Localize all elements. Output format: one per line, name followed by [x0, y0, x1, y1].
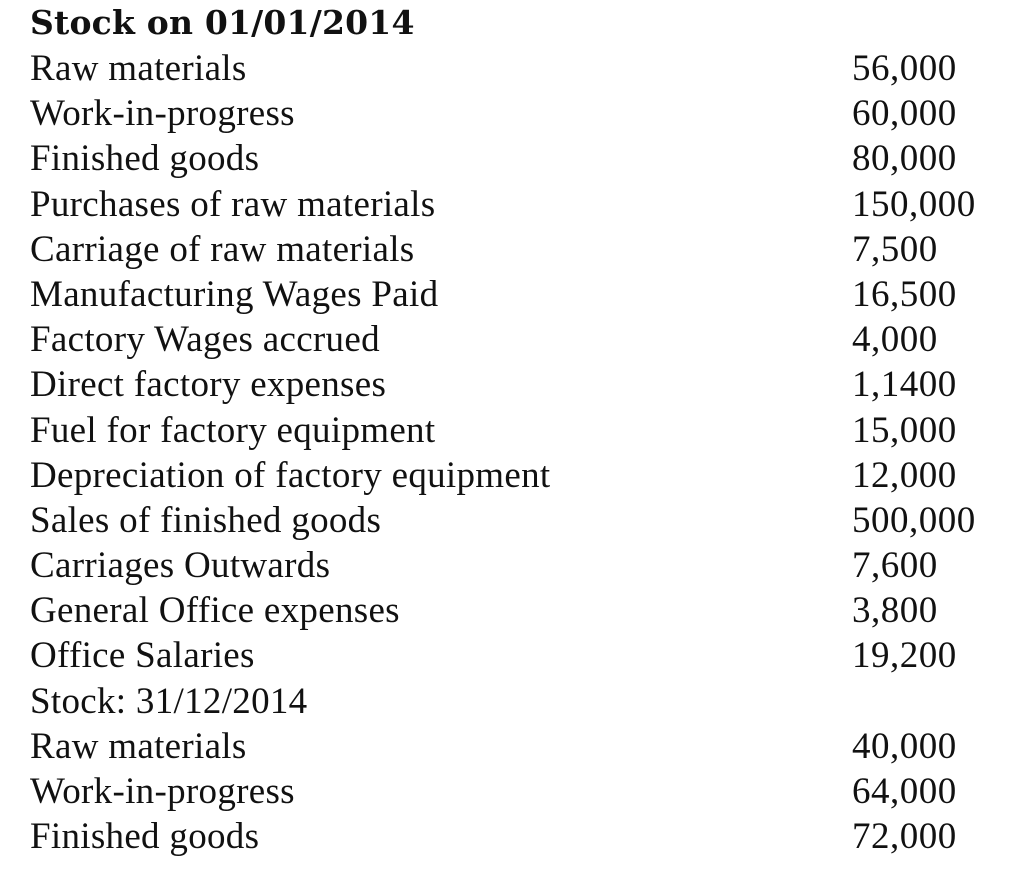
list-item — [30, 498, 1010, 543]
item-label: Work-in-progress — [30, 771, 295, 812]
list-item — [30, 182, 1010, 227]
item-amount: 12,000 — [852, 454, 957, 496]
item-amount: 40,000 — [852, 725, 957, 767]
list-item — [30, 543, 1010, 588]
list-item — [30, 408, 1010, 453]
item-amount: 60,000 — [852, 93, 957, 135]
list-item — [30, 769, 1010, 814]
item-amount: 500,000 — [852, 499, 976, 541]
item-label: Work-in-progress — [30, 93, 295, 135]
item-label: Stock: 31/12/2014 — [30, 680, 308, 722]
list-item — [30, 633, 1010, 678]
list-item — [30, 724, 1010, 769]
item-label: Finished goods — [30, 816, 260, 858]
item-amount: 16,500 — [852, 273, 957, 315]
item-label: Raw materials — [30, 48, 247, 89]
item-label: Fuel for factory equipment — [30, 409, 436, 451]
list-item — [30, 46, 1010, 91]
list-item — [30, 453, 1010, 498]
item-label: Direct factory expenses — [30, 364, 387, 406]
list-item — [30, 91, 1010, 136]
item-amount: 56,000 — [852, 48, 957, 89]
list-item — [30, 814, 1010, 859]
section-subheading — [30, 679, 1010, 724]
item-label: Carriage of raw materials — [30, 228, 415, 270]
item-label: Sales of finished goods — [30, 499, 382, 541]
list-item — [30, 317, 1010, 362]
item-label: Factory Wages accrued — [30, 319, 380, 361]
list-item — [30, 227, 1010, 272]
list-item — [30, 588, 1010, 633]
item-label: Raw materials — [30, 725, 247, 767]
stock-statement — [30, 0, 1010, 859]
item-label: Carriages Outwards — [30, 545, 331, 587]
item-amount: 15,000 — [852, 409, 957, 451]
list-item — [30, 272, 1010, 317]
statement-heading: Stock on 01/01/2014 — [30, 3, 415, 42]
item-amount: 80,000 — [852, 138, 957, 180]
item-amount: 64,000 — [852, 771, 957, 812]
item-label: General Office expenses — [30, 590, 400, 632]
item-amount: 3,800 — [852, 590, 938, 632]
item-label: Purchases of raw materials — [30, 183, 436, 225]
item-label: Finished goods — [30, 138, 260, 180]
item-label: Office Salaries — [30, 635, 255, 677]
list-item — [30, 362, 1010, 407]
list-item — [30, 136, 1010, 181]
item-amount: 72,000 — [852, 816, 957, 858]
item-amount: 7,600 — [852, 545, 938, 587]
item-label: Depreciation of factory equipment — [30, 454, 551, 496]
item-amount: 19,200 — [852, 635, 957, 677]
item-label: Manufacturing Wages Paid — [30, 273, 439, 315]
item-amount: 7,500 — [852, 228, 938, 270]
item-amount: 150,000 — [852, 183, 976, 225]
item-amount: 4,000 — [852, 319, 938, 361]
item-amount: 1,1400 — [852, 364, 957, 406]
